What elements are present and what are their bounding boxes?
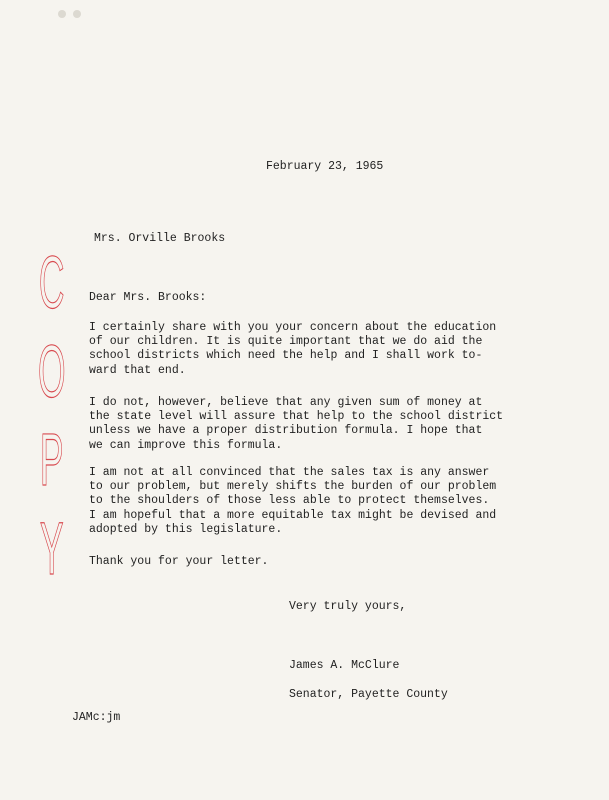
body-paragraph-2: I do not, however, believe that any given sum of money at the state level will assure that help to the school district unless we have a proper distribution formula. I hope that we can improve this formula. xyxy=(89,396,504,452)
salutation: Dear Mrs. Brooks: xyxy=(89,291,207,304)
copy-stamp-letter: O xyxy=(38,329,66,413)
signature-name: James A. McClure xyxy=(289,659,400,673)
closing-line: Thank you for your letter. xyxy=(89,555,269,568)
signature-block xyxy=(289,645,448,716)
punch-hole-right xyxy=(73,10,81,18)
copy-stamp-letter: P xyxy=(40,418,64,502)
body-paragraph-3: I am not at all convinced that the sales tax is any answer to our problem, but merely shifts the burden of our problem to the shoulders of those less able to protect themselves. I am hopeful that a more equitable tax might be devised and adopted by this legislature. xyxy=(89,466,497,536)
punch-hole-left xyxy=(58,10,66,18)
body-paragraph-1: I certainly share with you your concern about the education of our children. It is quite important that we do aid the school districts which need the help and I shall work to- ward that end. xyxy=(89,321,497,377)
letter-date: February 23, 1965 xyxy=(266,160,384,173)
recipient-name: Mrs. Orville Brooks xyxy=(94,232,226,245)
copy-stamp xyxy=(32,241,72,590)
copy-stamp-letter: C xyxy=(39,241,65,324)
signature-title: Senator, Payette County xyxy=(289,687,448,701)
typist-initials: JAMc:jm xyxy=(72,711,121,724)
copy-stamp-letter: Y xyxy=(40,506,64,590)
signoff: Very truly yours, xyxy=(289,600,407,613)
